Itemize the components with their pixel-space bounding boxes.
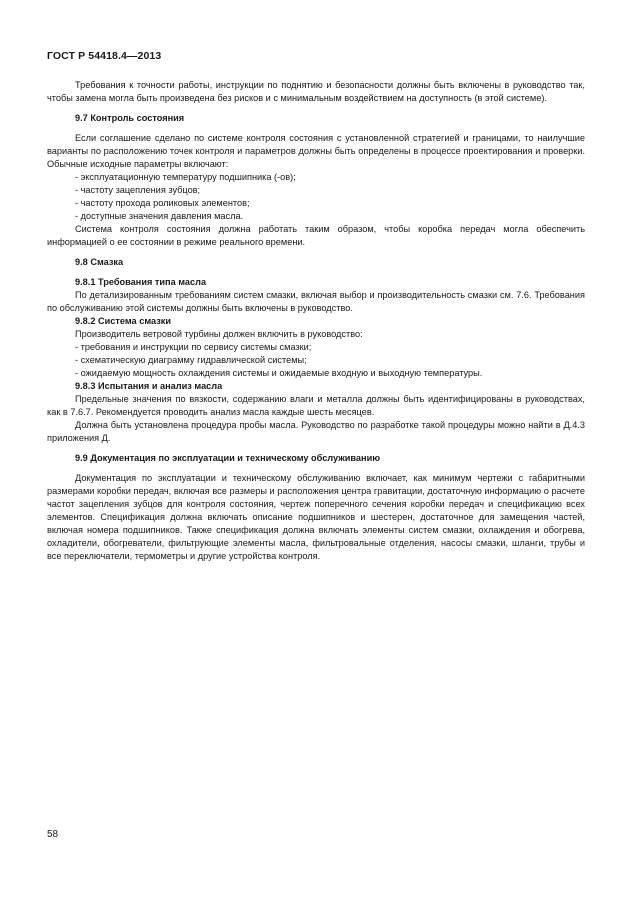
paragraph: Производитель ветровой турбины должен включить в руководство: <box>75 329 363 339</box>
list-item: - эксплуатационную температуру подшипника (-ов); <box>75 172 296 182</box>
paragraph: Требования к точности работы, инструкции по поднятию и безопасности должны быть включены в руководство так, чтобы замена могла быть произведена без рисков и с минимальным воздействием на доступность (в этой системе). <box>47 80 585 103</box>
list-item: - требования и инструкции по сервису системы смазки; <box>75 342 312 352</box>
paragraph: Должна быть установлена процедура пробы масла. Руководство по разработке такой процедуры можно найти в Д.4.3 приложения Д. <box>47 420 585 443</box>
document-body <box>47 79 585 563</box>
subsection-heading-9-8-3: 9.8.3 Испытания и анализ масла <box>75 381 223 391</box>
list-item: - схематическую диаграмму гидравлической системы; <box>75 355 307 365</box>
paragraph: Система контроля состояния должна работать таким образом, чтобы коробка передач могла обеспечить информацией о ее состоянии в режиме реального времени. <box>47 224 585 247</box>
list-item: - частоту зацепления зубцов; <box>75 185 201 195</box>
paragraph: По детализированным требованиям систем смазки, включая выбор и производительность смазки см. 7.6. Требования по обслуживанию этой системы должны быть включены в руководство. <box>47 290 585 313</box>
section-heading-9-9: 9.9 Документация по эксплуатации и техническому обслуживанию <box>75 453 381 463</box>
page-number: 58 <box>47 829 59 840</box>
subsection-heading-9-8-2: 9.8.2 Система смазки <box>75 316 172 326</box>
paragraph: Документация по эксплуатации и техническому обслуживанию включает, как минимум чертежи с габаритными размерами коробки передач, включая все размеры и расположения центра гравитации, достаточную информацию о расчете частот зацепления зубцов для контроля состояния, чертеж поперечного сечения коробки передач и спецификацию всех элементов. Спецификация должна включать описание подшипников и шестерен, достаточное для замещения частей, включая номера подшипников. Также спецификация должна включать элементы систем смазки, охлаждения и обогрева, охладители, обогреватели, фильтрующие элементы масла, фильтровальные отделения, насосы смазки, шланги, трубы и все переключатели, термометры и другие устройства контроля. <box>47 473 585 561</box>
section-heading-9-8: 9.8 Смазка <box>75 257 124 267</box>
subsection-heading-9-8-1: 9.8.1 Требования типа масла <box>75 277 207 287</box>
section-heading-9-7: 9.7 Контроль состояния <box>75 113 185 123</box>
list-item: - ожидаемую мощность охлаждения системы и ожидаемые входную и выходную температуры. <box>75 368 483 378</box>
paragraph: Предельные значения по вязкости, содержанию влаги и металла должны быть идентифицированы в руководствах, как в 7.6.7. Рекомендуется проводить анализ масла каждые шесть месяцев. <box>47 394 585 417</box>
paragraph: Если соглашение сделано по системе контроля состояния с установленной стратегией и границами, то наилучшие варианты по расположению точек контроля и параметров должны быть определены в процессе проектирования и проверки. Обычные исходные параметры включают: <box>47 133 585 169</box>
document-header: ГОСТ Р 54418.4—2013 <box>47 50 162 62</box>
list-item: - частоту прохода роликовых элементов; <box>75 198 250 208</box>
list-item: - доступные значения давления масла. <box>75 211 244 221</box>
